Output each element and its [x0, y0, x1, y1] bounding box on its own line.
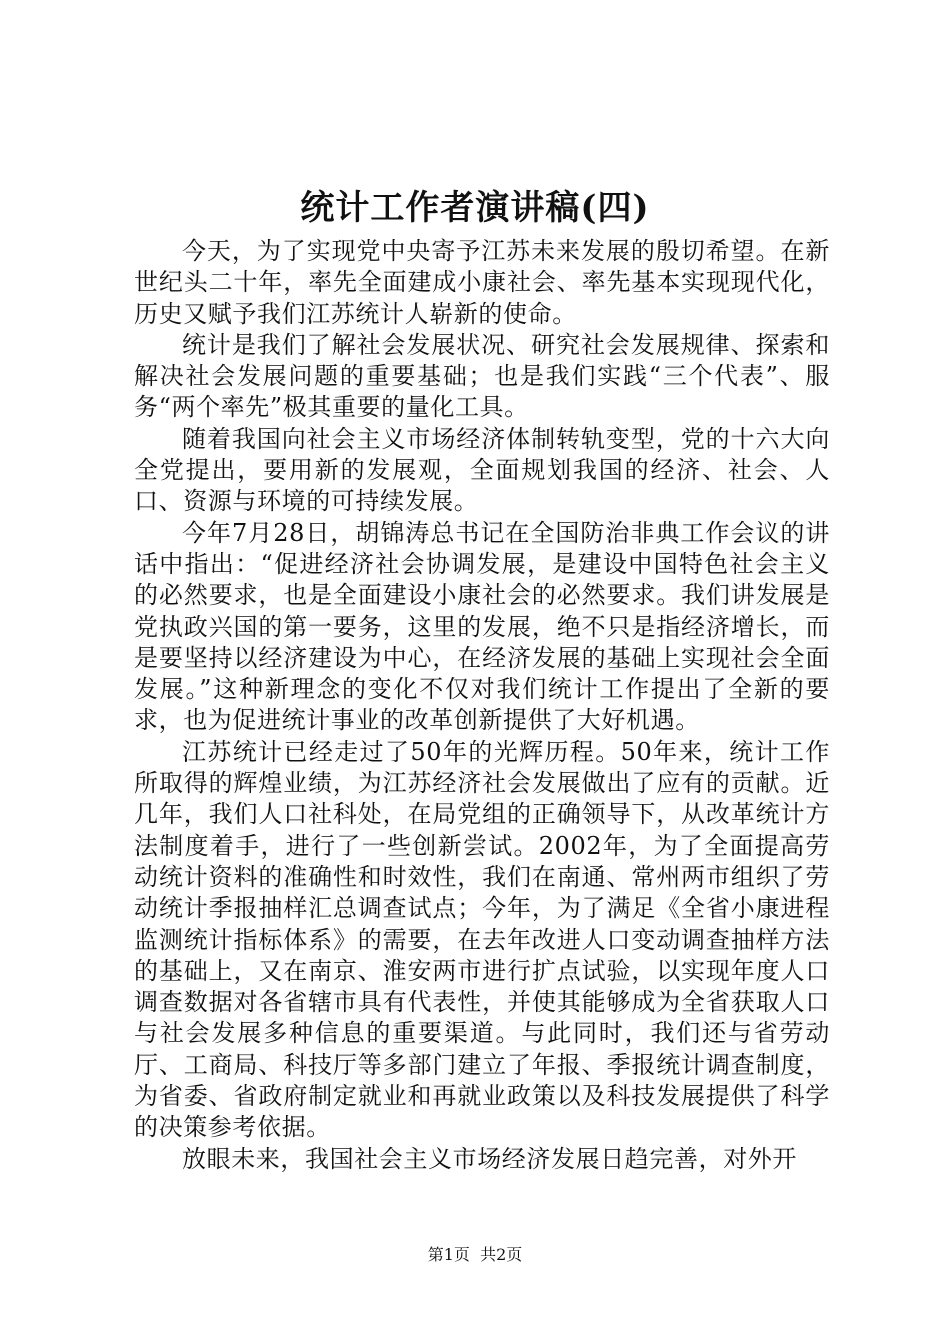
paragraph-4: 今年7月28日，胡锦涛总书记在全国防治非典工作会议的讲话中指出：“促进经济社会协调发展，是建设中国特色社会主义的必然要求，也是全面建设小康社会的必然要求。我们讲发展是党执政兴国的第一要务，这里的发展，绝不只是指经济增长，而是要坚持以经济建设为中心，在经济发展的基础上实现社会全面发展。”这种新理念的变化不仅对我们统计工作提出了全新的要求，也为促进统计事业的改革创新提供了大好机遇。	[134, 518, 830, 735]
page-number-total: 共2页	[480, 1245, 523, 1264]
paragraph-5: 江苏统计已经走过了50年的光辉历程。50年来，统计工作所取得的辉煌业绩，为江苏经济社会发展做出了应有的贡献。近几年，我们人口社科处，在局党组的正确领导下，从改革统计方法制度着手，进行了一些创新尝试。2002年，为了全面提高劳动统计资料的准确性和时效性，我们在南通、常州两市组织了劳动统计季报抽样汇总调查试点；今年，为了满足《全省小康进程监测统计指标体系》的需要，在去年改进人口变动调查抽样方法的基础上，又在南京、淮安两市进行扩点试验，以实现年度人口调查数据对各省辖市具有代表性，并使其能够成为全省获取人口与社会发展多种信息的重要渠道。与此同时，我们还与省劳动厅、工商局、科技厅等多部门建立了年报、季报统计调查制度，为省委、省政府制定就业和再就业政策以及科技发展提供了科学的决策参考依据。	[134, 737, 830, 1142]
paragraph-2: 统计是我们了解社会发展状况、研究社会发展规律、探索和解决社会发展问题的重要基础；也是我们实践“三个代表”、服务“两个率先”极其重要的量化工具。	[134, 330, 830, 422]
page-footer	[0, 1244, 950, 1266]
paragraph-6: 放眼未来，我国社会主义市场经济发展日趋完善，对外开	[182, 1144, 797, 1173]
document-body	[134, 236, 830, 1175]
paragraph-3: 随着我国向社会主义市场经济体制转轨变型，党的十六大向全党提出，要用新的发展观，全面规划我国的经济、社会、人口、资源与环境的可持续发展。	[134, 424, 830, 516]
page-number-current: 第1页	[427, 1245, 470, 1264]
document-title: 统计工作者演讲稿(四)	[300, 188, 650, 228]
paragraph-1: 今天，为了实现党中央寄予江苏未来发展的殷切希望。在新世纪头二十年，率先全面建成小康社会、率先基本实现现代化，历史又赋予我们江苏统计人崭新的使命。	[134, 237, 830, 328]
footer-separator	[470, 1245, 480, 1264]
